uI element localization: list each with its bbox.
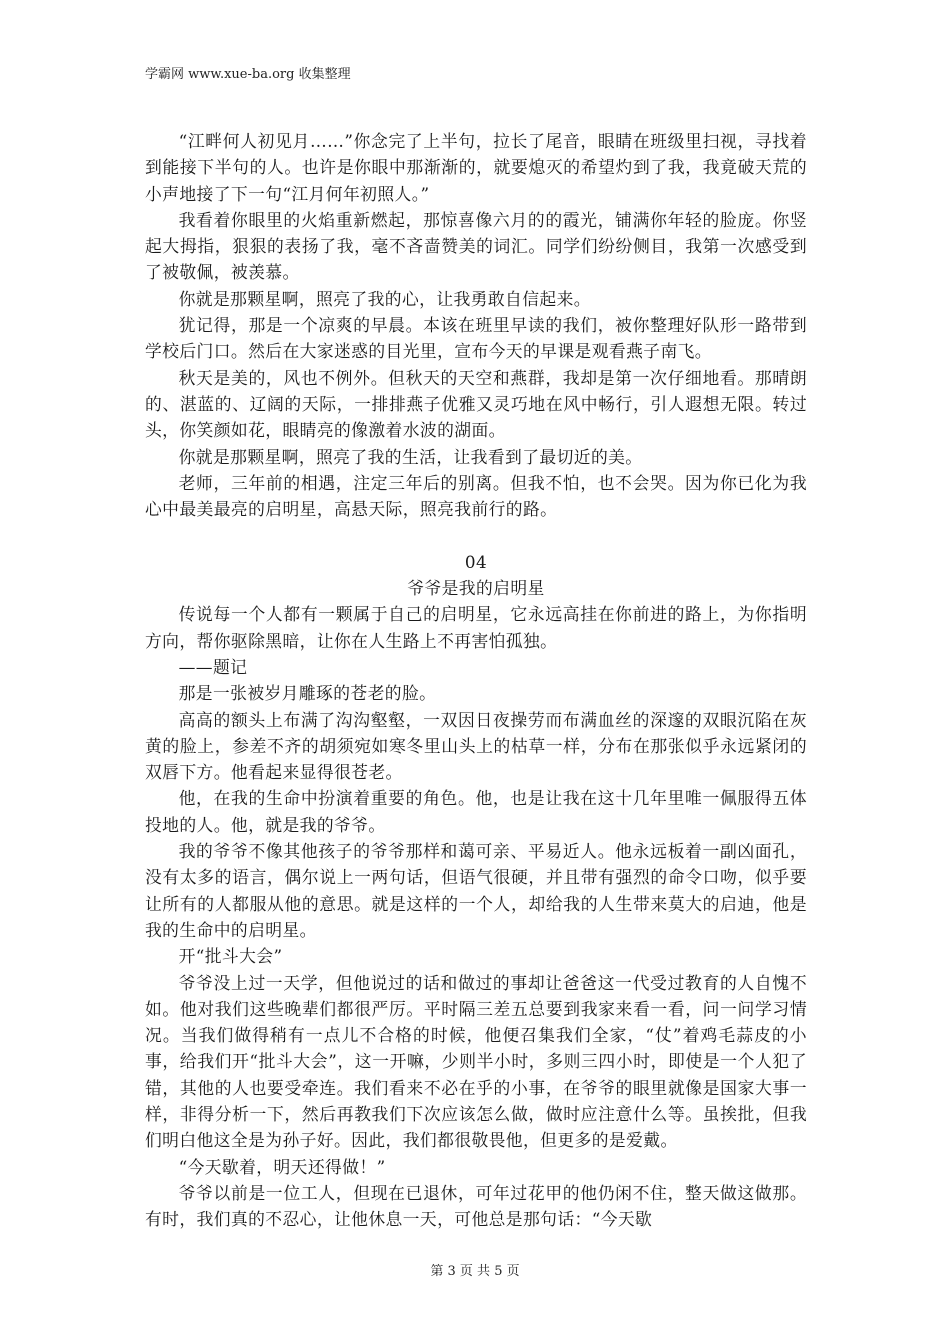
paragraph: 爷爷以前是一位工人，但现在已退休，可年过花甲的他仍闲不住，整天做这做那。有时，我们真的不忍心，让他休息一天，可他总是那句话：“今天歇 xyxy=(145,1182,807,1230)
paragraph: 我的爷爷不像其他孩子的爷爷那样和蔼可亲、平易近人。他永远板着一副凶面孔，没有太多的语言，偶尔说上一两句话，但语气很硬，并且带有强烈的命令口吻，似乎要让所有的人都服从他的意思。就是这样的一个人，却给我的人生带来莫大的启迪，他是我的生命中的启明星。 xyxy=(145,841,807,940)
paragraph: 秋天是美的，风也不例外。但秋天的天空和燕群，我却是第一次仔细地看。那晴朗的、湛蓝的、辽阔的天际，一排排燕子优雅又灵巧地在风中畅行，引人遐想无限。转过头，你笑颜如花，眼睛亮的像激着水波的湖面。 xyxy=(145,367,807,441)
section-number: 04 xyxy=(464,551,488,572)
page-number: 第 3 页 共 5 页 xyxy=(430,1264,520,1279)
section-title: 爷爷是我的启明星 xyxy=(407,578,545,599)
subheading: 开“批斗大会” xyxy=(178,946,283,967)
epigraph-attribution: ——题记 xyxy=(178,656,248,677)
paragraph: 犹记得，那是一个凉爽的早晨。本该在班里早读的我们，被你整理好队形一路带到学校后门口。然后在大家迷惑的目光里，宣布今天的早课是观看燕子南飞。 xyxy=(145,315,807,362)
header-source: 学霸网 www.xue-ba.org 收集整理 xyxy=(145,67,351,82)
paragraph: 我看着你眼里的火焰重新燃起，那惊喜像六月的的霞光，铺满你年轻的脸庞。你竖起大拇指，狠狠的表扬了我，毫不吝啬赞美的词汇。同学们纷纷侧目，我第一次感受到了被敬佩，被羡慕。 xyxy=(145,209,807,283)
subheading: “今天歇着，明天还得做！” xyxy=(178,1156,386,1177)
paragraph: 那是一张被岁月雕琢的苍老的脸。 xyxy=(178,683,437,704)
paragraph: 你就是那颗星啊，照亮了我的心，让我勇敢自信起来。 xyxy=(178,288,591,309)
document-body xyxy=(145,128,807,1232)
page-footer xyxy=(0,1260,950,1279)
paragraph: 老师，三年前的相遇，注定三年后的别离。但我不怕，也不会哭。因为你已化为我心中最美最亮的启明星，高悬天际，照亮我前行的路。 xyxy=(145,472,807,520)
paragraph: 爷爷没上过一天学，但他说过的话和做过的事却让爸爸这一代受过教育的人自愧不如。他对我们这些晚辈们都很严厉。平时隔三差五总要到我家来看一看，问一问学习情况。当我们做得稍有一点儿不合格的时候，他便召集我们全家，“仗”着鸡毛蒜皮的小事，给我们开“批斗大会”，这一开嘛，少则半小时，多则三四小时，即使是一个人犯了错，其他的人也要受牵连。我们看来不必在乎的小事，在爷爷的眼里就像是国家大事一样，非得分析一下，然后再教我们下次应该怎么做，做时应注意什么等。虽挨批，但我们明白他这全是为孙子好。因此，我们都很敬畏他，但更多的是爱戴。 xyxy=(145,972,807,1151)
section-spacer xyxy=(145,522,807,548)
paragraph: 他，在我的生命中扮演着重要的角色。他，也是让我在这十几年里唯一佩服得五体投地的人。他，就是我的爷爷。 xyxy=(145,788,807,835)
paragraph: 高高的额头上布满了沟沟壑壑，一双因日夜操劳而布满血丝的深邃的双眼沉陷在灰黄的脸上，参差不齐的胡须宛如寒冬里山头上的枯草一样，分布在那张似乎永远紧闭的双唇下方。他看起来显得很苍老。 xyxy=(145,709,807,783)
paragraph: “江畔何人初见月……”你念完了上半句，拉长了尾音，眼睛在班级里扫视，寻找着到能接下半句的人。也许是你眼中那渐渐的，就要熄灭的希望灼到了我，我竟破天荒的小声地接了下一句“江月何年初照人。” xyxy=(145,131,807,204)
page-header xyxy=(145,66,351,84)
epigraph: 传说每一个人都有一颗属于自己的启明星，它永远高挂在你前进的路上，为你指明方向，帮你驱除黑暗，让你在人生路上不再害怕孤独。 xyxy=(145,604,807,651)
paragraph: 你就是那颗星啊，照亮了我的生活，让我看到了最切近的美。 xyxy=(178,446,643,467)
